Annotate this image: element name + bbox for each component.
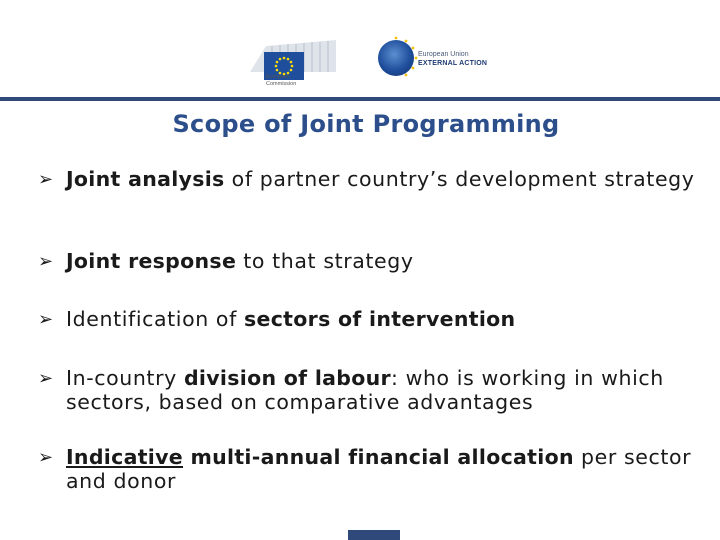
eu-external-action-logo [378, 38, 518, 78]
ec-logo-text: European Commission [266, 74, 297, 87]
arrow-bullet-icon: ➢ [38, 169, 54, 190]
footer-tab [348, 530, 400, 540]
star-ring-icon [374, 36, 418, 80]
bullet-item: ➢ Joint response to that strategy [38, 249, 414, 273]
bullet-item: ➢ Indicative multi-annual financial allocation per sector and donor [38, 445, 692, 493]
bullet-item: ➢ In-country division of labour: who is working in which sectors, based on comparative advantages [38, 366, 664, 414]
eeas-logo-line1: European Union [418, 51, 469, 58]
bullet-item: ➢ Joint analysis of partner country’s development strategy [38, 167, 695, 191]
eeas-logo-line2: EXTERNAL ACTION [418, 60, 488, 67]
slide-title: Scope of Joint Programming [172, 110, 560, 138]
arrow-bullet-icon: ➢ [38, 447, 54, 468]
bullet-item: ➢ Identification of sectors of intervention [38, 307, 516, 331]
header-divider [0, 97, 720, 101]
european-commission-logo [248, 38, 338, 92]
arrow-bullet-icon: ➢ [38, 251, 54, 272]
arrow-bullet-icon: ➢ [38, 309, 54, 330]
arrow-bullet-icon: ➢ [38, 368, 54, 389]
